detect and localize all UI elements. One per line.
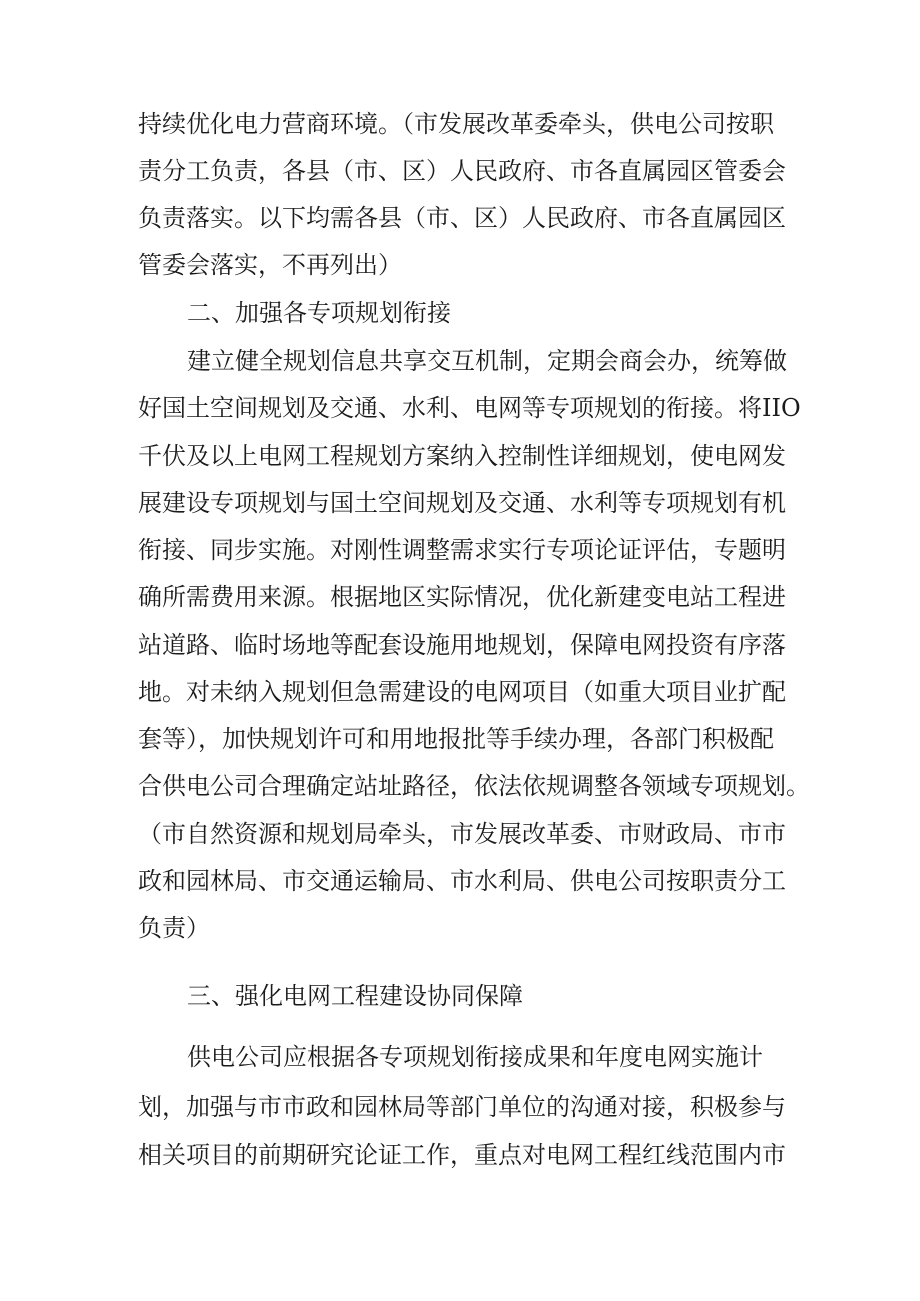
paragraph-line: 建立健全规划信息共享交互机制，定期会商会办，统筹做: [187, 347, 787, 375]
paragraph-line: 持续优化电力营商环境。（市发展改革委牵头，供电公司按职: [138, 110, 774, 138]
paragraph-line: 负责落实。以下均需各县（市、区）人民政府、市各直属园区: [138, 204, 786, 232]
paragraph-line: 衔接、同步实施。对刚性调整需求实行专项论证评估，专题明: [138, 536, 786, 564]
paragraph-line: 管委会落实，不再列出）: [138, 251, 402, 279]
paragraph-line: 合供电公司合理确定站址路径，依法依规调整各领域专项规划。: [138, 772, 810, 800]
paragraph-line: 供电公司应根据各专项规划衔接成果和年度电网实施计: [187, 1043, 763, 1071]
section-heading: 二、加强各专项规划衔接: [187, 299, 451, 327]
paragraph-line: 划，加强与市市政和园林局等部门单位的沟通对接，积极参与: [138, 1093, 786, 1121]
paragraph-line: 千伏及以上电网工程规划方案纳入控制性详细规划，使电网发: [138, 442, 786, 470]
section-heading: 三、强化电网工程建设协同保障: [187, 982, 523, 1010]
paragraph-line: 确所需费用来源。根据地区实际情况，优化新建变电站工程进: [138, 583, 786, 611]
paragraph-line: 负责）: [138, 914, 210, 942]
paragraph-line: 展建设专项规划与国土空间规划及交通、水利等专项规划有机: [138, 489, 786, 517]
paragraph-line: 责分工负责，各县（市、区）人民政府、市各直属园区管委会: [138, 157, 786, 185]
paragraph-line: 套等），加快规划许可和用地报批等手续办理，各部门积极配: [138, 725, 774, 753]
paragraph-line: （市自然资源和规划局牵头，市发展改革委、市财政局、市市: [138, 820, 786, 848]
paragraph-line: 站道路、临时场地等配套设施用地规划，保障电网投资有序落: [138, 631, 786, 659]
paragraph-line: 政和园林局、市交通运输局、市水利局、供电公司按职责分工: [138, 867, 786, 895]
paragraph-line: 好国土空间规划及交通、水利、电网等专项规划的衔接。将IIO: [138, 394, 801, 422]
paragraph-line: 地。对未纳入规划但急需建设的电网项目（如重大项目业扩配: [138, 678, 786, 706]
paragraph-line: 相关项目的前期研究论证工作，重点对电网工程红线范围内市: [138, 1141, 786, 1169]
